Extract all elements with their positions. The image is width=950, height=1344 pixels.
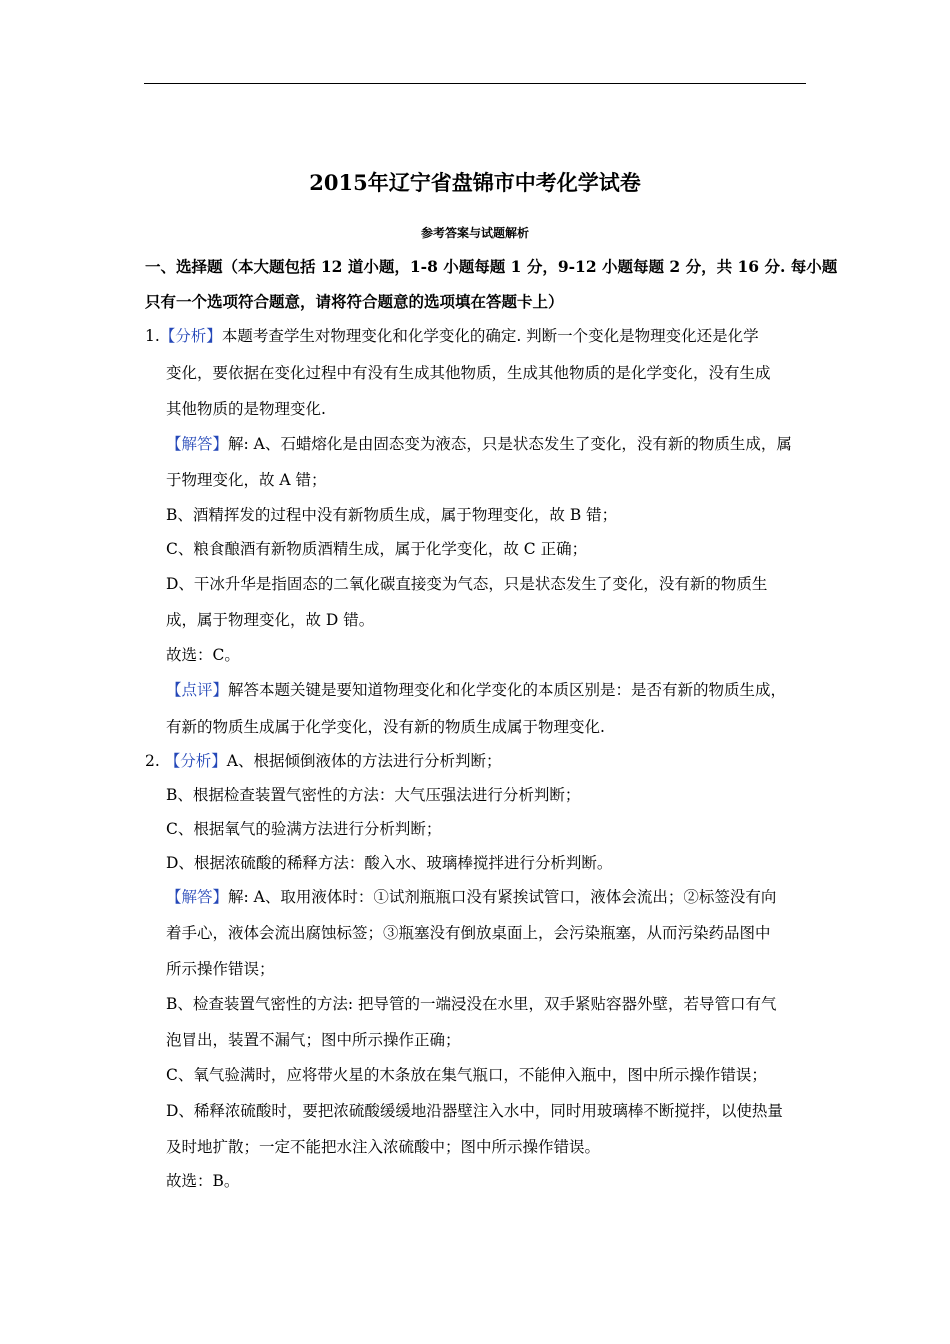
q2-analysis-a: A、根据倾倒液体的方法进行分析判断； [226,752,502,770]
q2-choice: 故选：B。 [166,1172,240,1190]
question-number: 2. [145,752,160,770]
q1-review-text-1: 解答本题关键是要知道物理变化和化学变化的本质区别是：是否有新的物质生成， [228,681,787,699]
q1-option-d-line-2: 成，属于物理变化，故 D 错。 [166,611,375,629]
q1-option-d-line-1: D、干冰升华是指固态的二氧化碳直接变为气态，只是状态发生了变化，没有新的物质生 [166,575,768,593]
q2-answer-text-1: 解: A、取用液体时：①试剂瓶瓶口没有紧挨试管口，液体会流出；②标签没有向 [228,888,777,906]
q2-answer-line-2: 着手心，液体会流出腐蚀标签；③瓶塞没有倒放桌面上，会污染瓶塞，从而污染药品图中 [166,924,771,942]
q1-review-line-2: 有新的物质生成属于化学变化，没有新的物质生成属于物理变化. [166,718,605,736]
page-title: 2015年辽宁省盘锦市中考化学试卷 [309,170,641,195]
q2-option-b-line-1: B、检查装置气密性的方法: 把导管的一端浸没在水里，双手紧贴容器外壁，若导管口有气 [166,995,777,1013]
q1-analysis-text-1: 本题考查学生对物理变化和化学变化的确定. 判断一个变化是物理变化还是化学 [221,327,759,345]
q2-analysis-c: C、根据氧气的验满方法进行分析判断； [166,820,442,838]
q2-analysis-d: D、根据浓硫酸的稀释方法：酸入水、玻璃棒搅拌进行分析判断。 [166,854,613,872]
q2-answer-line-3: 所示操作错误； [166,960,275,978]
section-heading-line-1: 一、选择题（本大题包括 12 道小题，1-8 小题每题 1 分，9-12 小题每题 2 分，共 16 分. 每小题 [145,257,838,276]
section-heading-line-2: 只有一个选项符合题意，请将符合题意的选项填在答题卡上） [145,292,564,311]
analysis-tag: 【分析】 [159,327,222,345]
q2-option-d-line-2: 及时地扩散；一定不能把水注入浓硫酸中；图中所示操作错误。 [166,1138,601,1156]
q2-option-d-line-1: D、稀释浓硫酸时，要把浓硫酸缓缓地沿器壁注入水中，同时用玻璃棒不断搅拌，以使热量 [166,1102,783,1120]
answer-tag: 【解答】 [166,888,229,906]
answer-tag: 【解答】 [166,435,229,453]
q1-answer-text-1: 解: A、石蜡熔化是由固态变为液态，只是状态发生了变化，没有新的物质生成，属 [228,435,792,453]
q2-option-b-line-2: 泡冒出，装置不漏气；图中所示操作正确； [166,1031,461,1049]
q2-option-c: C、氧气验满时，应将带火星的木条放在集气瓶口，不能伸入瓶中，图中所示操作错误； [166,1066,767,1084]
q2-analysis-b: B、根据检查装置气密性的方法：大气压强法进行分析判断； [166,786,581,804]
page-subtitle: 参考答案与试题解析 [420,226,529,240]
q2-analysis-line-1 [145,750,501,772]
q1-review-line-1 [166,679,786,701]
q1-analysis-line-1 [145,325,759,347]
q1-choice: 故选：C。 [166,646,240,664]
q2-answer-line-1 [166,886,776,908]
q1-option-b: B、酒精挥发的过程中没有新物质生成，属于物理变化，故 B 错； [166,506,618,524]
q1-analysis-line-2: 变化，要依据在变化过程中有没有生成其他物质，生成其他物质的是化学变化，没有生成 [166,364,771,382]
q1-answer-line-1 [166,433,792,455]
q1-analysis-line-3: 其他物质的是物理变化. [166,400,326,418]
header-rule [144,83,806,84]
review-tag: 【点评】 [166,681,229,699]
question-number: 1. [145,327,160,345]
q1-answer-line-2: 于物理变化，故 A 错； [166,471,327,489]
analysis-tag: 【分析】 [164,752,227,770]
q1-option-c: C、粮食酿酒有新物质酒精生成，属于化学变化，故 C 正确； [166,540,588,558]
